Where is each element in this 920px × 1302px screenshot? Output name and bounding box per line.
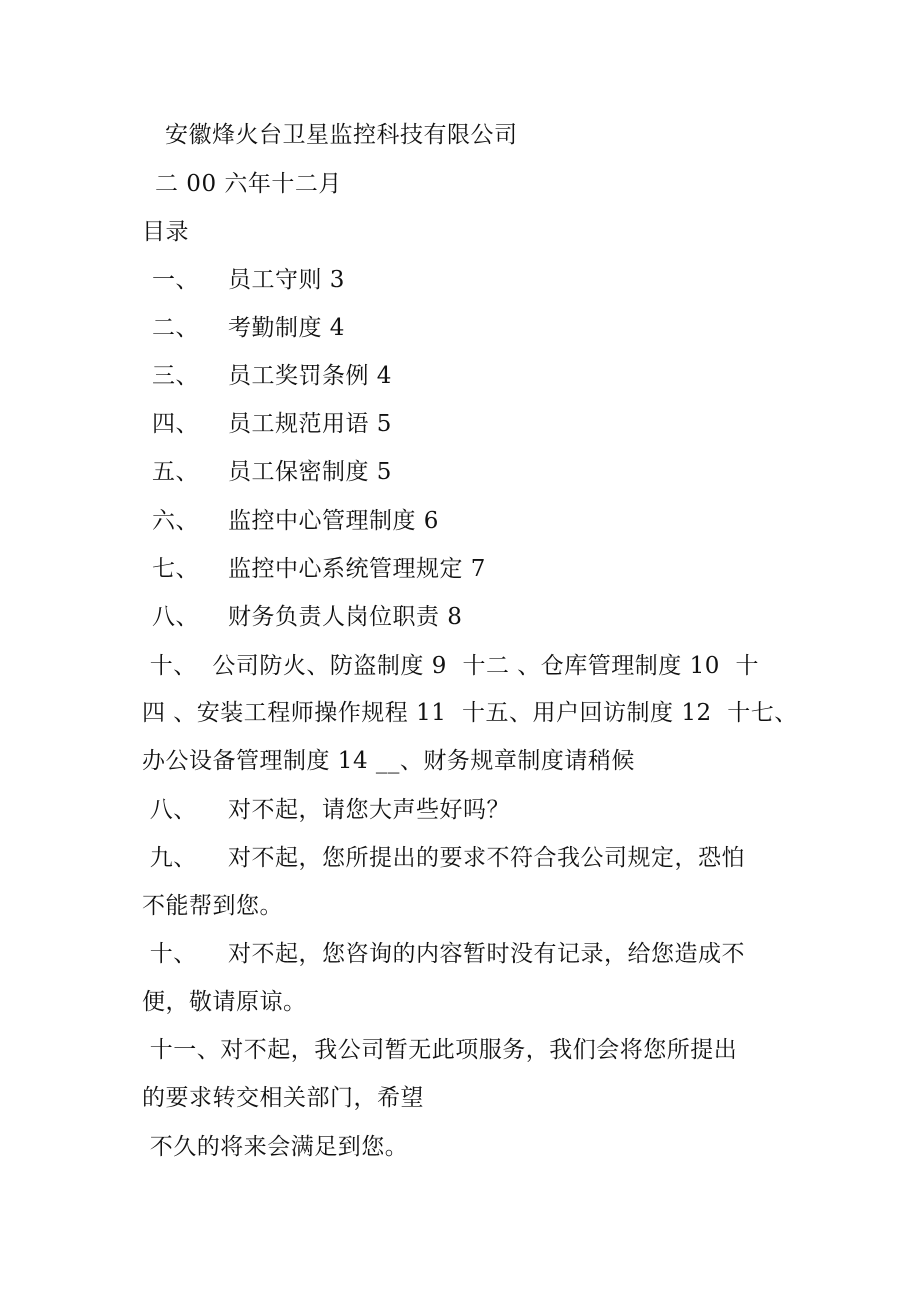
toc-item-label: 员工守则 3 [228, 267, 345, 293]
document-date: 二 00 六年十二月 [155, 171, 342, 197]
toc-item-number: 二、 [152, 315, 199, 341]
toc-item-number: 三、 [152, 363, 199, 389]
phrase-9-line-1: 九、 对不起，您所提出的要求不符合我公司规定，恐怕 [142, 845, 746, 871]
toc-item-number: 四、 [152, 411, 199, 437]
toc-item [152, 361, 392, 391]
toc-combined-line-2: 四 、安装工程师操作规程 11 十五、用户回访制度 12 十七、 [142, 700, 798, 726]
phrase-11-line-1: 十一、对不起，我公司暂无此项服务，我们会将您所提出 [142, 1037, 738, 1063]
phrase-11-line-3: 不久的将来会满足到您。 [142, 1134, 409, 1160]
toc-combined-line-1: 十、 公司防火、防盗制度 9 十二 、仓库管理制度 10 十 [142, 653, 760, 679]
phrase-11-line-2: 的要求转交相关部门，希望 [142, 1085, 424, 1111]
toc-item-label: 考勤制度 4 [228, 315, 345, 341]
toc-item-number: 七、 [152, 556, 199, 582]
toc-item [152, 554, 486, 584]
toc-item-number: 五、 [152, 459, 199, 485]
toc-combined-line-3: 办公设备管理制度 14 __、财务规章制度请稍候 [142, 748, 635, 774]
toc-item-label: 员工保密制度 5 [228, 459, 392, 485]
phrase-9-line-2: 不能帮到您。 [142, 893, 283, 919]
toc-item [152, 506, 439, 536]
toc-item-label: 监控中心管理制度 6 [228, 508, 439, 534]
company-name: 安徽烽火台卫星监控科技有限公司 [165, 122, 518, 148]
toc-item-label: 监控中心系统管理规定 7 [228, 556, 486, 582]
toc-item-label: 员工奖罚条例 4 [228, 363, 392, 389]
toc-item-number: 六、 [152, 508, 199, 534]
toc-item-label: 财务负责人岗位职责 8 [228, 604, 463, 630]
phrase-10-line-2: 便，敬请原谅。 [142, 989, 307, 1015]
toc-item [152, 313, 345, 343]
toc-item [152, 409, 392, 439]
toc-item [152, 265, 345, 295]
toc-item [152, 602, 462, 632]
toc-item [152, 457, 392, 487]
phrase-10-line-1: 十、 对不起，您咨询的内容暂时没有记录，给您造成不 [142, 941, 746, 967]
toc-item-number: 八、 [152, 604, 199, 630]
phrase-8: 八、 对不起，请您大声些好吗？ [142, 797, 511, 823]
toc-item-label: 员工规范用语 5 [228, 411, 392, 437]
toc-title: 目录 [142, 219, 189, 245]
toc-item-number: 一、 [152, 267, 199, 293]
